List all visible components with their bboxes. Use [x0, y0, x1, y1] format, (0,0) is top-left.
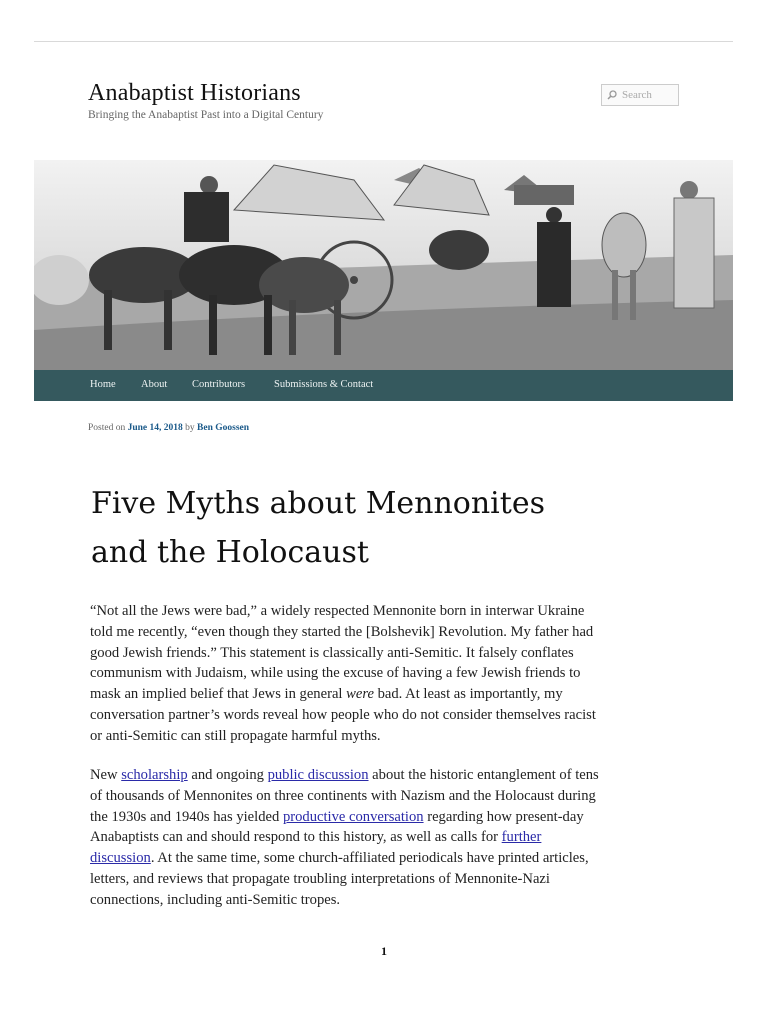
post-title-line2: and the Holocaust [91, 535, 369, 570]
p1-line: or anti-Semitic can still propagate harmful myths. [90, 727, 381, 744]
top-rule [34, 41, 733, 42]
p2-line [90, 848, 690, 869]
paragraph-2 [90, 765, 690, 911]
further-discussion-link-cont[interactable]: discussion [90, 850, 151, 867]
header-image [34, 160, 733, 371]
productive-conversation-link[interactable]: productive conversation [282, 808, 424, 825]
p1-line: “Not all the Jews were bad,” a widely respected Mennonite born in interwar Ukraine [90, 603, 585, 619]
site-description: Bringing the Anabaptist Past into a Digital Century [88, 109, 324, 121]
further-discussion-link[interactable]: further [501, 829, 542, 846]
nav-item-submissions-contact[interactable]: Submissions & Contact [274, 379, 374, 390]
p2-text: regarding how present-day [423, 808, 584, 825]
p2-text: Anabaptists can and should respond to this history, as well as calls for [90, 829, 502, 846]
by-label: by [185, 423, 195, 433]
public-discussion-link[interactable]: public discussion [267, 767, 369, 783]
p1-line: conversation partner’s words reveal how people who do not consider themselves racist [90, 706, 596, 723]
page-number: 1 [381, 944, 387, 958]
p1-line [90, 684, 690, 705]
scholarship-link[interactable]: scholarship [121, 767, 188, 783]
post-date-link[interactable]: June 14, 2018 [127, 423, 183, 433]
p1-line: told me recently, “even though they started the [Bolshevik] Revolution. My father had [90, 623, 594, 640]
paragraph-1 [90, 601, 690, 747]
post-meta [88, 423, 249, 433]
p2-line: letters, and reviews that propagate troubling interpretations of Mennonite-Nazi [90, 870, 550, 887]
p1-emphasis: were [346, 686, 374, 703]
p1-text: bad. At least as importantly, my [373, 686, 563, 703]
p2-text: . At the same time, some church-affiliated periodicals have printed articles, [150, 850, 589, 867]
search-placeholder: Search [622, 89, 652, 101]
main-navigation [34, 370, 733, 401]
nav-item-home[interactable]: Home [90, 379, 116, 390]
p1-line: good Jewish friends.” This statement is classically anti-Semitic. It falsely conflates [90, 644, 574, 661]
post-title [91, 479, 691, 577]
p1-text: mask an implied belief that Jews in general [90, 686, 347, 703]
nav-item-about[interactable]: About [141, 379, 168, 390]
p2-line [90, 807, 690, 828]
p2-line [90, 765, 690, 786]
p2-line: connections, including anti-Semitic tropes. [90, 891, 341, 908]
post-title-line1: Five Myths about Mennonites [91, 486, 545, 521]
nav-item-contributors[interactable]: Contributors [192, 379, 246, 390]
p1-line: communism with Judaism, while using the excuse of having a few Jewish friends to [90, 665, 581, 682]
search-icon [607, 90, 617, 100]
p2-line [90, 827, 690, 848]
site-title[interactable]: Anabaptist Historians [88, 80, 301, 106]
p2-text: the 1930s and 1940s has yielded [90, 808, 283, 825]
author-link[interactable]: Ben Goossen [197, 423, 250, 433]
p2-text: about the historic entanglement of tens [368, 767, 599, 783]
p2-line: of thousands of Mennonites on three continents with Nazism and the Holocaust during [90, 787, 596, 804]
p2-text: New [90, 767, 122, 783]
posted-on-label: Posted on [88, 423, 126, 433]
p2-text: and ongoing [187, 767, 268, 783]
search-input[interactable] [601, 84, 679, 106]
